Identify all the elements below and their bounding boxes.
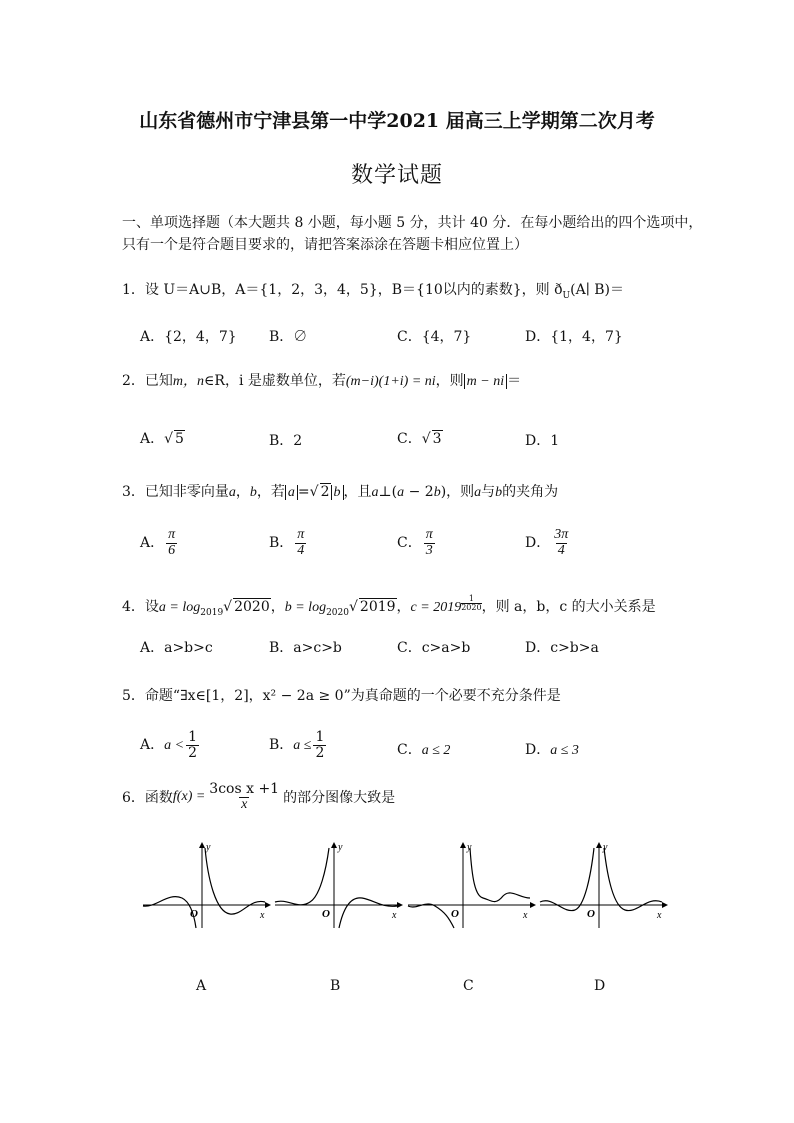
q4-b-sub: 2020 bbox=[326, 607, 349, 618]
q3-option-a-label: A． bbox=[140, 535, 165, 552]
question-1 bbox=[122, 279, 624, 301]
q1-option-c[interactable]: C．{4，7} bbox=[397, 329, 472, 345]
q5-option-d[interactable] bbox=[525, 739, 579, 759]
q1-tail: (A∣ B)＝ bbox=[570, 282, 624, 298]
section-intro-line1: 一、单项选择题（本大题共 8 小题，每小题 5 分，共计 40 分．在每小题给出的四个选项中， bbox=[122, 215, 703, 231]
section-intro-line2: 只有一个是符合题目要求的，请把答案添涂在答题卡相应位置上） bbox=[122, 237, 528, 253]
q5-option-a-expr: a < bbox=[164, 738, 185, 754]
q2-mid2: ，则 bbox=[435, 373, 464, 389]
q3-vec-a: a bbox=[228, 485, 236, 500]
q3-option-a[interactable] bbox=[140, 528, 179, 558]
q3-option-d-num: 3π bbox=[554, 527, 569, 542]
q3-abs-a: a bbox=[285, 485, 298, 500]
graph-c-origin: O bbox=[451, 908, 459, 920]
q3-option-d[interactable] bbox=[525, 528, 572, 558]
q2-option-c-val: 3 bbox=[432, 431, 442, 447]
page-title: 山东省德州市宁津县第一中学2021 届高三上学期第二次月考 bbox=[139, 110, 655, 132]
q3-option-b-den: 4 bbox=[297, 542, 305, 558]
q6-num: 3cos x +1 bbox=[209, 781, 280, 797]
q6-lead: 6．函数 bbox=[122, 790, 173, 807]
q4-option-b[interactable]: B．a>c>b bbox=[269, 640, 342, 656]
q3-yu: 与 bbox=[481, 484, 496, 500]
graph-c-x-label: x bbox=[523, 910, 528, 921]
q4-option-c[interactable]: C．c>a>b bbox=[397, 640, 471, 656]
q4-option-a[interactable]: A．a>b>c bbox=[140, 640, 213, 656]
graph-a[interactable] bbox=[138, 840, 273, 930]
question-4: 4．设$a = \log_{2019}√$ 2020，$b = \log_{2020}√$ 2019，c = 2019 $^{\frac{1}{2020}}$ ，则 a，b，c 的大小关系是 bbox=[122, 594, 656, 618]
q3-vec-a3: a bbox=[397, 485, 405, 500]
q5-option-b-expr: a ≤ bbox=[293, 738, 312, 754]
graph-c-y-arrow bbox=[460, 842, 466, 848]
q3-option-b-num: π bbox=[297, 527, 305, 542]
q3-vec-b2: b bbox=[433, 485, 441, 500]
graph-a-origin: O bbox=[190, 908, 198, 920]
q3-option-b-label: B． bbox=[269, 535, 294, 552]
q5-option-b-den: 2 bbox=[315, 744, 325, 761]
graph-c-y-label: y bbox=[467, 842, 472, 853]
page-subtitle: 数学试题 bbox=[350, 163, 443, 188]
q5-option-a-label: A． bbox=[140, 737, 165, 754]
q5-option-a[interactable] bbox=[140, 730, 201, 760]
q3-option-a-den: 6 bbox=[168, 542, 176, 558]
graph-d-x-arrow bbox=[662, 902, 668, 908]
q5-option-a-den: 2 bbox=[188, 744, 197, 761]
q4-option-d[interactable]: D．c>b>a bbox=[525, 640, 599, 656]
graph-b-curve-right bbox=[339, 898, 397, 928]
q3-lead: 3．已知非零向量 bbox=[122, 484, 229, 500]
graph-c-curve-right bbox=[470, 848, 530, 902]
graph-d-y-arrow bbox=[596, 842, 602, 848]
q5-option-c[interactable] bbox=[397, 739, 450, 759]
q4-a-expr: a = log bbox=[158, 600, 201, 615]
graph-a-x-label: x bbox=[260, 910, 265, 921]
q4-c-expr: c = 2019 bbox=[410, 600, 462, 615]
q2-option-c[interactable]: C．√ 3 bbox=[397, 431, 442, 447]
graph-label-c: C bbox=[463, 978, 474, 994]
q2-option-b[interactable]: B．2 bbox=[269, 433, 303, 449]
graph-d[interactable] bbox=[535, 840, 670, 930]
q5-option-a-num: 1 bbox=[188, 729, 197, 745]
q3-mid: ，若 bbox=[256, 484, 285, 500]
q3-vec-a4: a bbox=[474, 485, 482, 500]
q3-option-b[interactable] bbox=[269, 528, 308, 558]
q5-option-b-label: B． bbox=[269, 737, 294, 754]
graph-b-origin: O bbox=[322, 908, 330, 920]
graph-d-curve-right bbox=[604, 848, 662, 911]
q4-lead: 4．设 bbox=[122, 599, 159, 615]
q4-c-sup-den: 2020 bbox=[461, 603, 482, 612]
q2-option-a-val: 5 bbox=[175, 431, 184, 447]
q5-option-c-label: C． bbox=[397, 742, 422, 758]
q4-a-val: 2020 bbox=[234, 599, 270, 615]
q2-mid: ∈R，i 是虚数单位，若 bbox=[204, 373, 346, 389]
graph-b-x-label: x bbox=[392, 910, 397, 921]
q2-option-a[interactable]: A．√ 5 bbox=[140, 431, 184, 447]
q6-f: f(x) = bbox=[172, 789, 206, 805]
graph-b[interactable] bbox=[270, 840, 405, 930]
graph-label-b: B bbox=[330, 978, 341, 994]
q3-abs-b: b bbox=[331, 485, 344, 500]
q3-tail: 的夹角为 bbox=[502, 484, 559, 500]
q5-option-d-label: D． bbox=[525, 742, 551, 758]
q6-den: x bbox=[241, 796, 248, 812]
q3-option-c-num: π bbox=[425, 527, 433, 542]
graph-a-curve-left bbox=[143, 897, 196, 928]
q3-vec-b: b bbox=[249, 485, 257, 500]
q1-option-d[interactable]: D．{1，4，7} bbox=[525, 329, 623, 345]
graph-d-x-label: x bbox=[657, 910, 662, 921]
graph-a-y-arrow bbox=[199, 842, 205, 848]
graph-a-curve-right bbox=[205, 848, 265, 914]
q3-mid2: ，且 bbox=[343, 484, 372, 500]
graph-label-a: A bbox=[196, 978, 207, 994]
graph-d-curve-left bbox=[540, 848, 594, 911]
q3-close: )，则 bbox=[440, 484, 475, 500]
graph-b-curve-left bbox=[275, 848, 329, 905]
q3-sep: ， bbox=[235, 484, 250, 500]
q1-option-a[interactable]: A．{2，4，7} bbox=[140, 329, 237, 345]
q2-lead: 2．已知 bbox=[122, 373, 173, 389]
q3-perp: ⊥( bbox=[378, 484, 398, 500]
graph-d-origin: O bbox=[587, 908, 595, 920]
q3-option-c[interactable] bbox=[397, 528, 437, 558]
q5-option-b-num: 1 bbox=[315, 729, 325, 745]
q3-option-a-num: π bbox=[168, 527, 176, 542]
q6-tail: 的部分图像大致是 bbox=[283, 790, 396, 807]
q2-option-a-label: A． bbox=[140, 431, 165, 447]
q4-c-sup-num: 1 bbox=[468, 594, 474, 603]
graph-b-y-label: y bbox=[338, 842, 343, 853]
q2-option-c-label: C． bbox=[397, 431, 422, 447]
q3-option-d-den: 4 bbox=[557, 542, 565, 558]
q3-option-d-label: D． bbox=[525, 535, 551, 552]
q2-abs: m − ni bbox=[464, 374, 507, 389]
q3-minus: − 2 bbox=[404, 484, 434, 500]
q1-text: 1．设 U＝A∪B，A＝{1，2，3，4，5}，B＝{10以内的素数}，则 ð bbox=[122, 282, 563, 298]
question-2 bbox=[122, 370, 521, 390]
q4-b-val: 2019 bbox=[359, 599, 396, 615]
q4-a-sub: 2019 bbox=[200, 607, 224, 618]
q4-b-expr: b = log bbox=[284, 600, 327, 615]
q3-sqrt2: 2 bbox=[320, 484, 330, 500]
q3-eq: = bbox=[297, 484, 310, 500]
question-5: 5．命题“∃x∈[1，2]，x² − 2a ≥ 0”为真命题的一个必要不充分条件是 bbox=[122, 688, 561, 704]
graph-label-d: D bbox=[594, 978, 606, 994]
q4-tail: ，则 a，b，c 的大小关系是 bbox=[481, 599, 656, 615]
question-6 bbox=[122, 782, 395, 812]
q2-expr: (m−i)(1+i) = ni bbox=[345, 374, 436, 389]
q3-vec-a2: a bbox=[371, 485, 379, 500]
q1-option-b[interactable]: B．∅ bbox=[269, 329, 308, 345]
q3-option-c-label: C． bbox=[397, 535, 422, 552]
q2-vars: m，n bbox=[172, 374, 205, 389]
q1-sub: U bbox=[562, 290, 571, 301]
q3-option-c-den: 3 bbox=[425, 542, 433, 558]
graph-c[interactable] bbox=[403, 840, 538, 930]
graph-b-y-arrow bbox=[331, 842, 337, 848]
q2-tail: ＝ bbox=[507, 373, 522, 389]
question-3: 3．已知非零向量a，b，若 a =√ 2 b ，且a⊥(a − 2b)，则a与b的夹角为 bbox=[122, 484, 559, 500]
q3-vec-b3: b bbox=[495, 485, 503, 500]
graph-c-curve-left bbox=[408, 904, 454, 928]
graph-d-y-label: y bbox=[603, 842, 608, 853]
q5-option-d-expr: a ≤ 3 bbox=[550, 743, 579, 758]
q2-option-d[interactable]: D．1 bbox=[525, 433, 560, 449]
q5-option-b[interactable] bbox=[269, 730, 328, 760]
graph-a-y-label: y bbox=[206, 842, 211, 853]
q5-option-c-expr: a ≤ 2 bbox=[421, 743, 451, 758]
